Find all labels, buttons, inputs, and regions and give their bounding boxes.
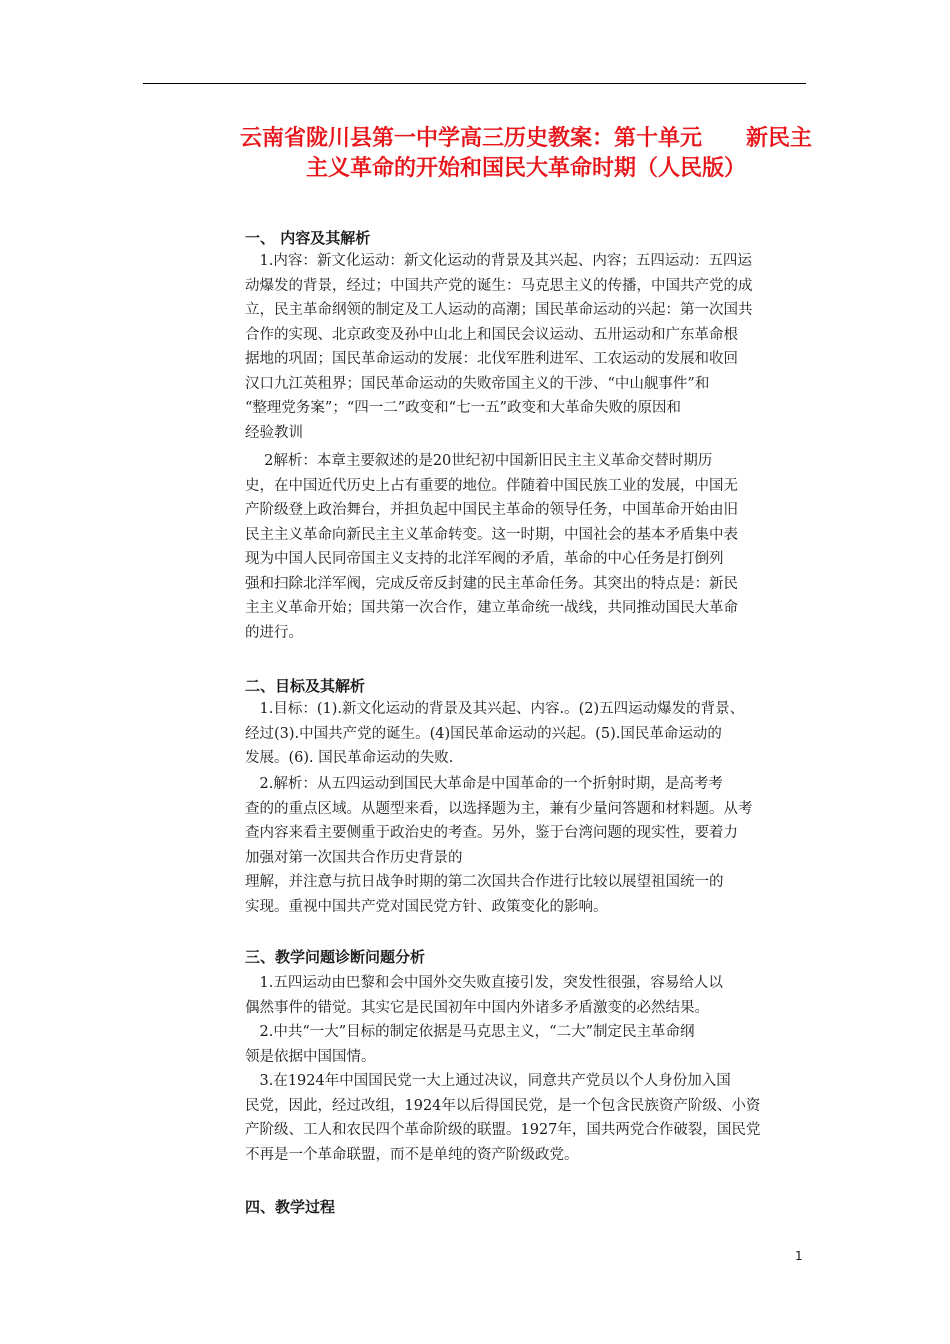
section-3-heading: 三、教学问题诊断问题分析 <box>245 948 426 966</box>
text-line: 据地的巩固；国民革命运动的发展：北伐军胜利进军、工农运动的发展和收回 <box>245 351 738 367</box>
text-line: 1.内容：新文化运动：新文化运动的背景及其兴起、内容；五四运动：五四运 <box>245 253 752 269</box>
section-2-paragraph-2 <box>245 772 810 919</box>
text-line: 偶然事件的错觉。其实它是民国初年中国内外诸多矛盾激变的必然结果。 <box>245 999 709 1016</box>
text-line: 不再是一个革命联盟，而不是单纯的资产阶级政党。 <box>245 1146 579 1163</box>
title-line-2: 主义革命的开始和国民大革命时期（人民版） <box>305 156 746 181</box>
text-line: 实现。重视中国共产党对国民党方针、政策变化的影响。 <box>245 898 608 915</box>
text-line: 民党，因此，经过改组，1924年以后得国民党，是一个包含民族资产阶级、小资 <box>245 1097 761 1114</box>
title-line-1: 云南省陇川县第一中学高三历史教案：第十单元 新民主 <box>239 126 812 151</box>
text-line: 2.解析：从五四运动到国民大革命是中国革命的一个折射时期，是高考考 <box>245 776 723 792</box>
text-line: 汉口九江英租界；国民革命运动的失败帝国主义的干涉、“中山舰事件”和 <box>245 375 710 392</box>
text-line: 民主主义革命向新民主主义革命转变。这一时期，中国社会的基本矛盾集中表 <box>245 526 738 543</box>
text-line: 发展。(6). 国民革命运动的失败. <box>245 750 454 766</box>
text-line: 查的的重点区域。从题型来看，以选择题为主，兼有少量问答题和材料题。从考 <box>245 800 753 817</box>
section-1-heading: 一、 内容及其解析 <box>245 229 371 247</box>
section-1-paragraph-2 <box>245 449 810 645</box>
section-3-paragraph-3 <box>245 1069 810 1167</box>
document-title <box>236 124 816 184</box>
text-line: 2.中共“一大”目标的制定依据是马克思主义，“二大”制定民主革命纲 <box>245 1024 695 1040</box>
section-2-paragraph-1 <box>245 697 810 771</box>
section-3-paragraph-1 <box>245 971 810 1020</box>
text-line: 经过(3).中国共产党的诞生。(4)国民革命运动的兴起。(5).国民革命运动的 <box>245 725 722 742</box>
text-line: 3.在1924年中国国民党一大上通过决议，同意共产党员以个人身份加入国 <box>245 1073 731 1089</box>
text-line: 加强对第一次国共合作历史背景的 <box>245 849 463 866</box>
section-4-heading: 四、教学过程 <box>245 1198 336 1216</box>
page-number: 1 <box>795 1249 803 1263</box>
text-line: 产阶级登上政治舞台，并担负起中国民主革命的领导任务，中国革命开始由旧 <box>245 502 738 518</box>
text-line: 产阶级、工人和农民四个革命阶级的联盟。1927年，国共两党合作破裂，国民党 <box>245 1122 761 1138</box>
text-line: 1.五四运动由巴黎和会中国外交失败直接引发，突发性很强，容易给人以 <box>245 975 723 991</box>
section-3-paragraph-2 <box>245 1020 810 1069</box>
section-1-paragraph-1 <box>245 249 810 445</box>
text-line: 理解，并注意与抗日战争时期的第二次国共合作进行比较以展望祖国统一的 <box>245 874 724 890</box>
text-line: 立，民主革命纲领的制定及工人运动的高潮；国民革命运动的兴起：第一次国共 <box>245 302 753 318</box>
text-line: 的进行。 <box>245 624 303 641</box>
text-line: 现为中国人民同帝国主义支持的北洋军阀的矛盾，革命的中心任务是打倒列 <box>245 551 724 567</box>
header-rule <box>143 83 806 84</box>
section-2-heading: 二、目标及其解析 <box>245 677 366 695</box>
text-line: 领是依据中国国情。 <box>245 1048 376 1065</box>
text-line: 动爆发的背景，经过；中国共产党的诞生：马克思主义的传播，中国共产党的成 <box>245 277 753 294</box>
text-line: 经验教训 <box>245 424 303 441</box>
text-line: 1.目标：(1).新文化运动的背景及其兴起、内容.。(2)五四运动爆发的背景、 <box>245 701 745 717</box>
text-line: 强和扫除北洋军阀，完成反帝反封建的民主革命任务。其突出的特点是：新民 <box>245 575 738 592</box>
text-line: “整理党务案”；“四一二”政变和“七一五”政变和大革命失败的原因和 <box>245 400 681 416</box>
text-line: 合作的实现、北京政变及孙中山北上和国民会议运动、五卅运动和广东革命根 <box>245 326 738 343</box>
text-line: 史，在中国近代历史上占有重要的地位。伴随着中国民族工业的发展，中国无 <box>245 477 738 494</box>
text-line: 2解析：本章主要叙述的是20世纪初中国新旧民主主义革命交替时期历 <box>245 453 713 469</box>
text-line: 主主义革命开始；国共第一次合作，建立革命统一战线，共同推动国民大革命 <box>245 600 738 616</box>
text-line: 查内容来看主要侧重于政治史的考查。另外，鉴于台湾问题的现实性，要着力 <box>245 825 738 841</box>
